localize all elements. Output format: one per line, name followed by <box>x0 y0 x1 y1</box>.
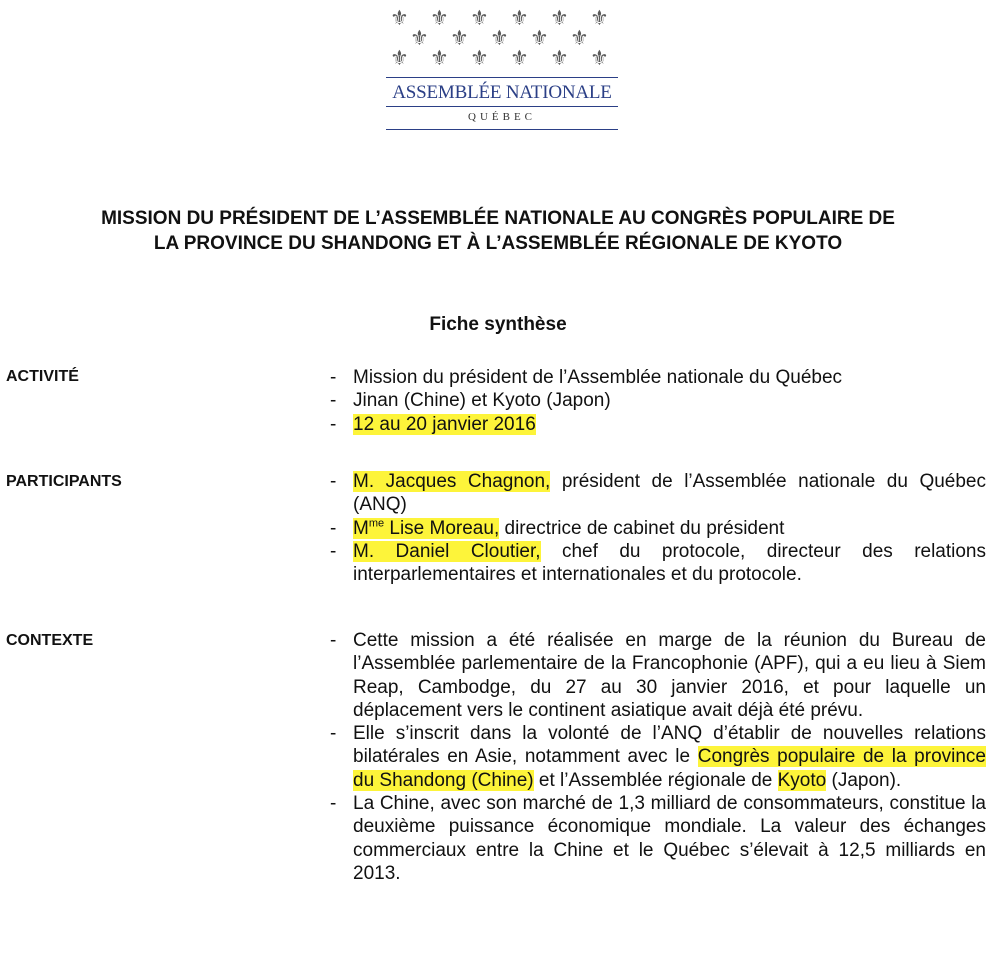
fleur-de-lis-icon: ⚜ <box>470 46 489 70</box>
fleur-de-lis-icon: ⚜ <box>430 6 449 30</box>
item-text: Jinan (Chine) et Kyoto (Japon) <box>353 390 611 412</box>
item-text: La Chine, avec son marché de 1,3 milliard de consommateurs, constitue la deuxième puissance économique mondiale. La valeur des échanges commerciaux entre la Chine et le Québec s’élevait à 12,5 milliards en 2013. <box>353 793 986 884</box>
list-item: - Cette mission a été réalisée en marge de la réunion du Bureau de l’Assemblée parlementaire de la Francophonie (APF), qui a eu lieu à Siem Reap, Cambodge, du 27 au 30 janvier 2016, et pour laquelle un déplacement vers le continent asiatique avait déjà été prévu. <box>330 630 986 721</box>
list-item: - Elle s’inscrit dans la volonté de l’ANQ d’établir de nouvelles relations bilatérales en Asie, notamment avec le Congrès populaire de la province du Shandong (Chine) et l’Assemblée régionale de Kyoto (Japon). <box>330 723 986 791</box>
fleur-de-lis-icon: ⚜ <box>390 6 409 30</box>
assemblee-nationale-logo <box>386 6 618 130</box>
list-item: - La Chine, avec son marché de 1,3 milliard de consommateurs, constitue la deuxième puissance économique mondiale. La valeur des échanges commerciaux entre la Chine et le Québec s’élevait à 12,5 milliards en 2013. <box>330 793 986 884</box>
fleur-de-lis-icon: ⚜ <box>590 6 609 30</box>
fleur-de-lis-icon: ⚜ <box>590 46 609 70</box>
participant-role: directrice de cabinet du président <box>499 517 785 539</box>
participant-name: M. Daniel Cloutier, <box>353 540 541 562</box>
participant-role: chef du protocole, directeur des relations interparlementaires et internationales et du protocole. <box>353 540 987 586</box>
section-label-contexte: CONTEXTE <box>6 632 94 649</box>
section-label-participants: PARTICIPANTS <box>6 473 122 490</box>
section-activite-items <box>322 366 986 436</box>
section-label-activite: ACTIVITÉ <box>6 368 79 385</box>
participant-name: M. Jacques Chagnon, <box>353 471 551 492</box>
title-line-2: LA PROVINCE DU SHANDONG ET À L’ASSEMBLÉE RÉGIONALE DE KYOTO <box>153 233 843 254</box>
fleur-de-lis-icon: ⚜ <box>530 26 549 50</box>
item-text: Elle s’inscrit dans la volonté de l’ANQ d’établir de nouvelles relations bilatérales en Asie, notamment avec le <box>353 723 986 768</box>
fleur-de-lis-icon: ⚜ <box>550 6 569 30</box>
item-text: (Japon). <box>826 769 902 791</box>
title-line-1: MISSION DU PRÉSIDENT DE L’ASSEMBLÉE NATIONALE AU CONGRÈS POPULAIRE DE <box>101 208 895 229</box>
section-contexte-items <box>322 629 986 885</box>
item-text: Cette mission a été réalisée en marge de la réunion du Bureau de l’Assemblée parlementaire de la Francophonie (APF), qui a eu lieu à Siem Reap, Cambodge, du 27 au 30 janvier 2016, et pour laquelle un déplacement vers le continent asiatique avait déjà été prévu. <box>353 630 986 721</box>
list-item: - Mission du président de l’Assemblée nationale du Québec <box>330 367 843 388</box>
list-item: - M. Daniel Cloutier, chef du protocole, directeur des relations interparlementaires et internationales et du protocole. <box>330 540 987 586</box>
logo-name: ASSEMBLÉE NATIONALE <box>392 82 612 103</box>
fleur-de-lis-icon <box>390 6 614 76</box>
logo-rule-top <box>386 77 618 78</box>
section-participants-items <box>322 470 986 586</box>
logo-rule-bottom <box>386 129 618 130</box>
fleur-de-lis-icon: ⚜ <box>390 46 409 70</box>
participant-role: président de l’Assemblée nationale du Québec (ANQ) <box>353 471 986 516</box>
highlighted-text: Kyoto <box>777 769 827 791</box>
fleur-de-lis-icon: ⚜ <box>570 26 589 50</box>
fleur-de-lis-icon: ⚜ <box>550 46 569 70</box>
document-subtitle: Fiche synthèse <box>429 314 567 335</box>
fleur-de-lis-icon: ⚜ <box>510 46 529 70</box>
logo-province: QUÉBEC <box>468 111 536 123</box>
list-item: - Jinan (Chine) et Kyoto (Japon) <box>330 390 611 412</box>
highlighted-dates: 12 au 20 janvier 2016 <box>353 413 536 435</box>
highlighted-text: Congrès populaire de la province du Shandong (Chine) <box>353 746 986 791</box>
fleur-de-lis-icon: ⚜ <box>410 26 429 50</box>
list-item: - $M^{me}$ Lise Moreau, directrice de cabinet du président <box>330 517 785 539</box>
participant-name: $M^{me}$ Lise Moreau, <box>353 517 500 539</box>
fleur-de-lis-icon: ⚜ <box>450 26 469 50</box>
item-text: et l’Assemblée régionale de <box>533 769 778 791</box>
fleur-de-lis-icon: ⚜ <box>490 26 509 50</box>
list-item: - M. Jacques Chagnon, président de l’Assemblée nationale du Québec (ANQ) <box>330 471 986 516</box>
list-item: - 12 au 20 janvier 2016 <box>330 413 536 435</box>
document-title <box>0 206 996 256</box>
fleur-de-lis-icon: ⚜ <box>510 6 529 30</box>
item-text: Mission du président de l’Assemblée nationale du Québec <box>353 367 843 388</box>
logo-rule-middle <box>386 106 618 107</box>
fleur-de-lis-icon: ⚜ <box>430 46 449 70</box>
fleur-de-lis-icon: ⚜ <box>470 6 489 30</box>
